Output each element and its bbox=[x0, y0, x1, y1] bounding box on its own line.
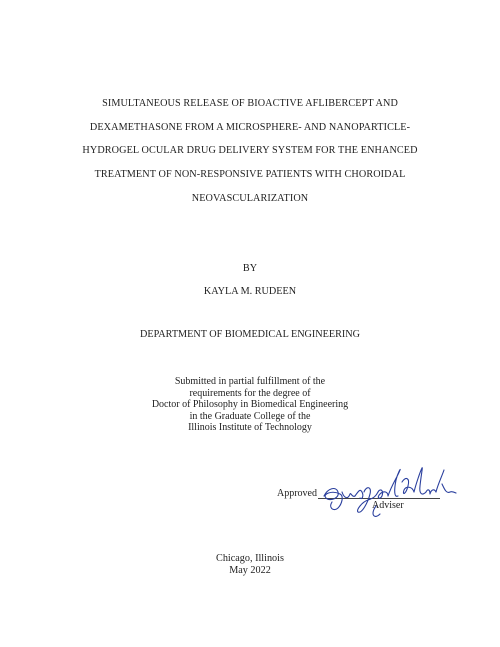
author-name: KAYLA M. RUDEEN bbox=[203, 286, 297, 297]
title-line-1: SIMULTANEOUS RELEASE OF BIOACTIVE AFLIBERCEPT AND bbox=[102, 98, 398, 109]
degree-statement-line-5: Illinois Institute of Technology bbox=[188, 422, 312, 433]
thesis-title bbox=[60, 92, 440, 210]
location: Chicago, Illinois bbox=[216, 553, 284, 564]
adviser-signature bbox=[318, 462, 458, 522]
title-line-3: HYDROGEL OCULAR DRUG DELIVERY SYSTEM FOR THE ENHANCED bbox=[82, 145, 418, 157]
place-and-date bbox=[0, 553, 500, 577]
degree-statement-line-3: Doctor of Philosophy in Biomedical Engineering bbox=[151, 399, 349, 410]
degree-statement-line-1: Submitted in partial fulfillment of the bbox=[174, 376, 326, 387]
title-line-2: DEXAMETHASONE FROM A MICROSPHERE- AND NANOPARTICLE- bbox=[89, 121, 411, 133]
by-label: BY bbox=[242, 263, 258, 274]
degree-statement-line-4: in the Graduate College of the bbox=[189, 410, 311, 422]
degree-statement bbox=[0, 376, 500, 434]
degree-statement-line-2: requirements for the degree of bbox=[189, 387, 311, 399]
title-line-5: NEOVASCULARIZATION bbox=[191, 192, 309, 204]
department-name: DEPARTMENT OF BIOMEDICAL ENGINEERING bbox=[139, 329, 361, 340]
title-line-4: TREATMENT OF NON-RESPONSIVE PATIENTS WITH CHOROIDAL bbox=[94, 169, 406, 181]
adviser-label: Adviser bbox=[372, 500, 404, 511]
approved-label: Approved bbox=[277, 488, 317, 499]
date: May 2022 bbox=[229, 565, 271, 576]
